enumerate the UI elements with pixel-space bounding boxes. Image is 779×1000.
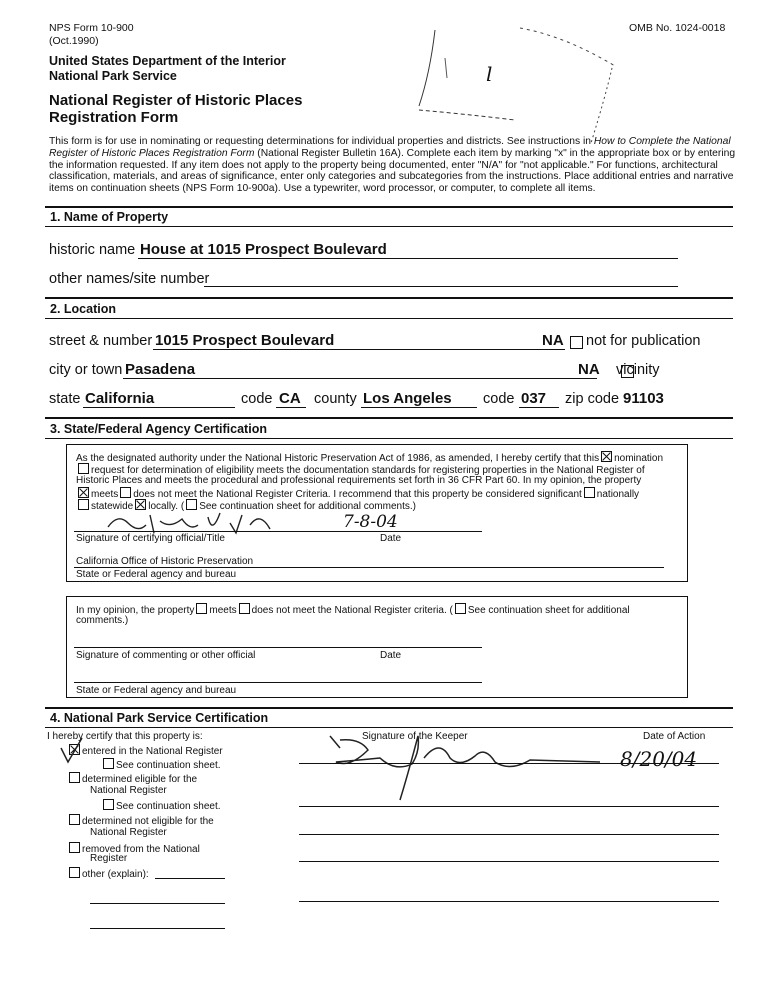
county-code-value[interactable]: 037 [521, 390, 547, 407]
omb-number: OMB No. 1024-0018 [629, 22, 726, 34]
section-4-heading: 4. National Park Service Certification [50, 711, 269, 725]
section-3-heading: 3. State/Federal Agency Certification [50, 422, 267, 436]
agency-line [74, 567, 664, 568]
historic-name-label: historic name [49, 242, 136, 258]
keeper-line-2[interactable] [299, 806, 719, 807]
see-continuation-2-checkbox[interactable] [103, 799, 114, 810]
city-label: city or town [49, 362, 123, 378]
state-line [83, 407, 235, 408]
city-line [123, 378, 597, 379]
removed-row: removed from the National [67, 842, 200, 855]
opinion-does-not-meet-checkbox[interactable] [239, 603, 250, 614]
meets-checkbox[interactable] [78, 487, 89, 498]
section-2-subrule [45, 318, 733, 319]
agency-value[interactable]: California Office of Historic Preservation [76, 556, 254, 567]
other-names-label: other names/site number [49, 271, 210, 287]
cert-line-1: As the designated authority under the National Historic Preservation Act of 1986, as amended, I hereby certify that this nomination [76, 453, 663, 464]
historic-name-value[interactable]: House at 1015 Prospect Boulevard [140, 241, 387, 258]
removed-row-2: Register [90, 853, 128, 864]
section-3-subrule [45, 438, 733, 439]
statewide-checkbox[interactable] [78, 499, 89, 510]
keeper-line-4[interactable] [299, 861, 719, 862]
other-explain-line-3[interactable] [90, 928, 225, 929]
section-2-rule [45, 297, 733, 299]
comment-date-label: Date [380, 650, 402, 661]
county-code-line [519, 407, 559, 408]
vicinity-label: vicinity [616, 362, 660, 378]
keeper-line-5[interactable] [299, 901, 719, 902]
see-continuation-1: See continuation sheet. [101, 758, 221, 771]
form-subtitle: Registration Form [49, 109, 179, 126]
cert-line-3: Historic Places and meets the procedural and professional requirements set forth in 36 CFR Part 60. In my opinion, the property [76, 475, 642, 486]
intro-paragraph: This form is for use in nominating or requesting determinations for individual properties and districts. See instructions in How to Complete the National Register of Historic Places Registration Form (National Register Bulletin 16A). Complete each item by marking "x" in the appropriate box or by entering the information requested. If any item does not apply to the property being documented, enter "N/A" for "not applicable." For functions, architectural classification, materials, and areas of significance, enter only categories and subcategories from the instructions. Place additional entries and narrative items on continuation sheets (NPS Form 10-900a). Use a typewriter, word processor, or computer, to complete all items. [49, 136, 736, 195]
agency-service: National Park Service [49, 69, 177, 83]
removed-checkbox[interactable] [69, 842, 80, 853]
other-explain-line-1[interactable] [155, 878, 225, 879]
other-explain-line-2[interactable] [90, 903, 225, 904]
eligible-row: determined eligible for the [67, 772, 197, 785]
section-1-rule [45, 206, 733, 208]
street-value[interactable]: 1015 Prospect Boulevard [155, 332, 335, 349]
county-value[interactable]: Los Angeles [363, 390, 452, 407]
state-value[interactable]: California [85, 390, 155, 407]
not-eligible-checkbox[interactable] [69, 814, 80, 825]
receipt-stamp-outline [405, 18, 625, 148]
comment-signature-label: Signature of commenting or other official [76, 650, 256, 661]
certifying-date-value[interactable]: 7-8-04 [343, 512, 398, 532]
section-4-rule [45, 707, 733, 709]
section-3-rule [45, 417, 733, 419]
signature-line [74, 531, 482, 532]
date-label: Date [380, 533, 402, 544]
action-date-label: Date of Action [643, 731, 706, 742]
signature-label: Signature of certifying official/Title [76, 533, 225, 544]
see-continuation-2: See continuation sheet. [101, 799, 221, 812]
keeper-line-3[interactable] [299, 834, 719, 835]
state-label: state [49, 391, 81, 407]
request-checkbox[interactable] [78, 463, 89, 474]
na-vicinity: NA [578, 361, 600, 378]
county-label: county [314, 391, 357, 407]
see-continuation-1-checkbox[interactable] [103, 758, 114, 769]
street-label: street & number [49, 333, 153, 349]
agency-label: State or Federal agency and bureau [76, 569, 237, 580]
comment-agency-line[interactable] [74, 682, 482, 683]
form-id: NPS Form 10-900 [49, 22, 134, 34]
agency-department: United States Department of the Interior [49, 54, 286, 68]
other-names-field[interactable] [204, 286, 678, 287]
not-eligible-row: determined not eligible for the [67, 814, 214, 827]
state-code-value[interactable]: CA [279, 390, 301, 407]
zip-label: zip code [565, 391, 620, 407]
not-for-publication-checkbox[interactable] [570, 336, 583, 349]
action-date-value[interactable]: 8/20/04 [620, 747, 698, 771]
county-code-label: code [483, 391, 515, 407]
nps-intro: I hereby certify that this property is: [47, 731, 203, 742]
opinion-line-1: In my opinion, the property meets does not meet the National Register criteria. ( See continuation sheet for additional [76, 605, 630, 616]
not-eligible-row-2: National Register [90, 827, 167, 838]
historic-name-line [138, 258, 678, 259]
keeper-label: Signature of the Keeper [362, 731, 468, 742]
opinion-line-2: comments.) [76, 615, 129, 626]
nomination-checkbox[interactable] [601, 451, 612, 462]
cert-line-4: meets does not meet the National Register Criteria. I recommend that this property be considered significant nationally [76, 487, 639, 500]
na-not-for-publication: NA [542, 332, 564, 349]
street-line [153, 349, 565, 350]
other-checkbox[interactable] [69, 867, 80, 878]
eligible-row-2: National Register [90, 785, 167, 796]
section-1-subrule [45, 226, 733, 227]
form-date: (Oct.1990) [49, 35, 99, 47]
cert-line-5: statewide locally. ( See continuation sheet for additional comments.) [76, 499, 416, 512]
section-2-heading: 2. Location [50, 302, 116, 316]
opinion-continuation-checkbox[interactable] [455, 603, 466, 614]
entered-row: entered in the National Register [67, 744, 223, 757]
does-not-meet-checkbox[interactable] [120, 487, 131, 498]
handwritten-mark: l [486, 62, 493, 86]
nationally-checkbox[interactable] [584, 487, 595, 498]
comment-signature-line[interactable] [74, 647, 482, 648]
state-code-line [276, 407, 306, 408]
zip-value[interactable]: 91103 [623, 390, 664, 407]
entered-checkmark [58, 736, 84, 766]
opinion-meets-checkbox[interactable] [196, 603, 207, 614]
other-row: other (explain): [67, 867, 149, 880]
cert-line-2: request for determination of eligibility meets the documentation standards for registering properties in the National Register of [76, 463, 645, 476]
form-title: National Register of Historic Places [49, 92, 303, 109]
state-code-label: code [241, 391, 273, 407]
eligible-checkbox[interactable] [69, 772, 80, 783]
not-for-publication-label: not for publication [586, 333, 701, 349]
comment-agency-label: State or Federal agency and bureau [76, 685, 237, 696]
section-1-heading: 1. Name of Property [50, 210, 169, 224]
county-line [361, 407, 477, 408]
city-value[interactable]: Pasadena [125, 361, 196, 378]
